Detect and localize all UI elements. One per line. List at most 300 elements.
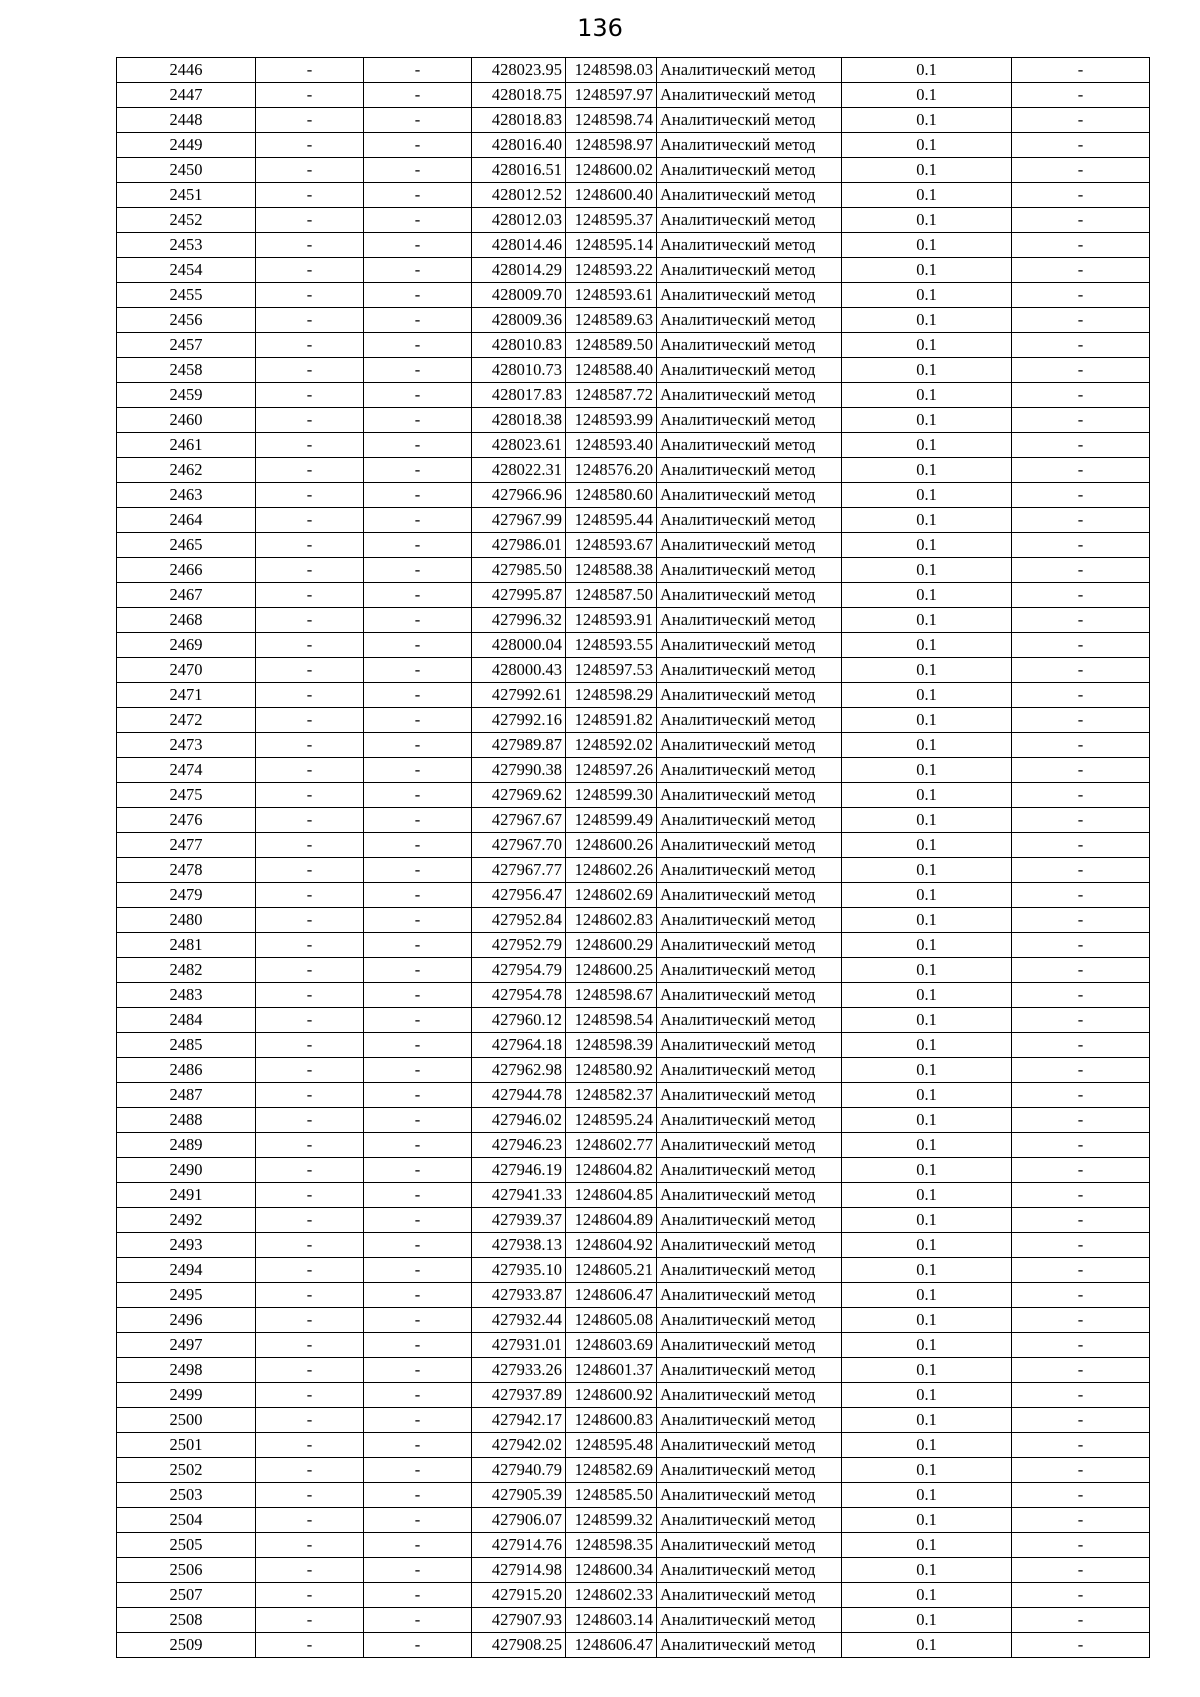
table-row bbox=[117, 1458, 1150, 1483]
empty-value-cell: - bbox=[256, 1558, 364, 1583]
empty-value-cell: - bbox=[1012, 283, 1150, 308]
x-coordinate-cell: 428009.70 bbox=[472, 283, 566, 308]
y-coordinate-cell: 1248593.40 bbox=[566, 433, 657, 458]
y-coordinate-cell: 1248582.37 bbox=[566, 1083, 657, 1108]
empty-value-cell: - bbox=[364, 1283, 472, 1308]
point-number-cell: 2486 bbox=[117, 1058, 256, 1083]
empty-value-cell: - bbox=[1012, 383, 1150, 408]
x-coordinate-cell: 427996.32 bbox=[472, 608, 566, 633]
y-coordinate-cell: 1248592.02 bbox=[566, 733, 657, 758]
x-coordinate-cell: 427986.01 bbox=[472, 533, 566, 558]
empty-value-cell: - bbox=[364, 158, 472, 183]
empty-value-cell: - bbox=[364, 683, 472, 708]
accuracy-cell: 0.1 bbox=[842, 508, 1012, 533]
empty-value-cell: - bbox=[256, 83, 364, 108]
point-number-cell: 2462 bbox=[117, 458, 256, 483]
method-cell: Аналитический метод bbox=[657, 558, 842, 583]
y-coordinate-cell: 1248587.72 bbox=[566, 383, 657, 408]
empty-value-cell: - bbox=[256, 1308, 364, 1333]
y-coordinate-cell: 1248597.26 bbox=[566, 758, 657, 783]
accuracy-cell: 0.1 bbox=[842, 1583, 1012, 1608]
x-coordinate-cell: 427937.89 bbox=[472, 1383, 566, 1408]
x-coordinate-cell: 428012.03 bbox=[472, 208, 566, 233]
empty-value-cell: - bbox=[1012, 1633, 1150, 1658]
method-cell: Аналитический метод bbox=[657, 1383, 842, 1408]
x-coordinate-cell: 427935.10 bbox=[472, 1258, 566, 1283]
empty-value-cell: - bbox=[256, 1583, 364, 1608]
point-number-cell: 2482 bbox=[117, 958, 256, 983]
x-coordinate-cell: 428010.73 bbox=[472, 358, 566, 383]
point-number-cell: 2488 bbox=[117, 1108, 256, 1133]
empty-value-cell: - bbox=[364, 983, 472, 1008]
point-number-cell: 2505 bbox=[117, 1533, 256, 1558]
empty-value-cell: - bbox=[1012, 1358, 1150, 1383]
y-coordinate-cell: 1248598.35 bbox=[566, 1533, 657, 1558]
empty-value-cell: - bbox=[364, 1083, 472, 1108]
point-number-cell: 2457 bbox=[117, 333, 256, 358]
y-coordinate-cell: 1248602.77 bbox=[566, 1133, 657, 1158]
x-coordinate-cell: 428023.61 bbox=[472, 433, 566, 458]
x-coordinate-cell: 427938.13 bbox=[472, 1233, 566, 1258]
empty-value-cell: - bbox=[364, 783, 472, 808]
x-coordinate-cell: 428018.38 bbox=[472, 408, 566, 433]
table-row bbox=[117, 1508, 1150, 1533]
accuracy-cell: 0.1 bbox=[842, 1258, 1012, 1283]
method-cell: Аналитический метод bbox=[657, 1108, 842, 1133]
empty-value-cell: - bbox=[364, 708, 472, 733]
y-coordinate-cell: 1248585.50 bbox=[566, 1483, 657, 1508]
empty-value-cell: - bbox=[364, 633, 472, 658]
accuracy-cell: 0.1 bbox=[842, 408, 1012, 433]
point-number-cell: 2495 bbox=[117, 1283, 256, 1308]
empty-value-cell: - bbox=[1012, 1033, 1150, 1058]
empty-value-cell: - bbox=[256, 1008, 364, 1033]
table-row bbox=[117, 958, 1150, 983]
x-coordinate-cell: 427914.76 bbox=[472, 1533, 566, 1558]
x-coordinate-cell: 427946.19 bbox=[472, 1158, 566, 1183]
method-cell: Аналитический метод bbox=[657, 533, 842, 558]
accuracy-cell: 0.1 bbox=[842, 233, 1012, 258]
empty-value-cell: - bbox=[1012, 1533, 1150, 1558]
empty-value-cell: - bbox=[256, 658, 364, 683]
empty-value-cell: - bbox=[1012, 808, 1150, 833]
empty-value-cell: - bbox=[364, 283, 472, 308]
empty-value-cell: - bbox=[1012, 983, 1150, 1008]
table-row bbox=[117, 508, 1150, 533]
method-cell: Аналитический метод bbox=[657, 1008, 842, 1033]
method-cell: Аналитический метод bbox=[657, 1058, 842, 1083]
point-number-cell: 2503 bbox=[117, 1483, 256, 1508]
x-coordinate-cell: 428023.95 bbox=[472, 58, 566, 83]
empty-value-cell: - bbox=[364, 1533, 472, 1558]
method-cell: Аналитический метод bbox=[657, 158, 842, 183]
table-row bbox=[117, 608, 1150, 633]
table-row bbox=[117, 1433, 1150, 1458]
point-number-cell: 2490 bbox=[117, 1158, 256, 1183]
x-coordinate-cell: 427952.79 bbox=[472, 933, 566, 958]
y-coordinate-cell: 1248595.37 bbox=[566, 208, 657, 233]
y-coordinate-cell: 1248604.85 bbox=[566, 1183, 657, 1208]
point-number-cell: 2449 bbox=[117, 133, 256, 158]
empty-value-cell: - bbox=[364, 583, 472, 608]
accuracy-cell: 0.1 bbox=[842, 133, 1012, 158]
empty-value-cell: - bbox=[256, 1508, 364, 1533]
accuracy-cell: 0.1 bbox=[842, 458, 1012, 483]
empty-value-cell: - bbox=[364, 108, 472, 133]
y-coordinate-cell: 1248605.21 bbox=[566, 1258, 657, 1283]
y-coordinate-cell: 1248600.40 bbox=[566, 183, 657, 208]
empty-value-cell: - bbox=[256, 1058, 364, 1083]
x-coordinate-cell: 427954.78 bbox=[472, 983, 566, 1008]
x-coordinate-cell: 427946.23 bbox=[472, 1133, 566, 1158]
accuracy-cell: 0.1 bbox=[842, 108, 1012, 133]
empty-value-cell: - bbox=[1012, 1583, 1150, 1608]
table-row bbox=[117, 1083, 1150, 1108]
accuracy-cell: 0.1 bbox=[842, 758, 1012, 783]
empty-value-cell: - bbox=[1012, 908, 1150, 933]
point-number-cell: 2475 bbox=[117, 783, 256, 808]
table-row bbox=[117, 1133, 1150, 1158]
x-coordinate-cell: 427969.62 bbox=[472, 783, 566, 808]
accuracy-cell: 0.1 bbox=[842, 1058, 1012, 1083]
table-row bbox=[117, 233, 1150, 258]
method-cell: Аналитический метод bbox=[657, 1333, 842, 1358]
empty-value-cell: - bbox=[1012, 683, 1150, 708]
point-number-cell: 2452 bbox=[117, 208, 256, 233]
empty-value-cell: - bbox=[1012, 658, 1150, 683]
table-row bbox=[117, 1608, 1150, 1633]
point-number-cell: 2508 bbox=[117, 1608, 256, 1633]
method-cell: Аналитический метод bbox=[657, 1408, 842, 1433]
empty-value-cell: - bbox=[256, 208, 364, 233]
empty-value-cell: - bbox=[1012, 358, 1150, 383]
empty-value-cell: - bbox=[364, 1208, 472, 1233]
point-number-cell: 2476 bbox=[117, 808, 256, 833]
method-cell: Аналитический метод bbox=[657, 258, 842, 283]
empty-value-cell: - bbox=[256, 183, 364, 208]
y-coordinate-cell: 1248602.33 bbox=[566, 1583, 657, 1608]
x-coordinate-cell: 427905.39 bbox=[472, 1483, 566, 1508]
method-cell: Аналитический метод bbox=[657, 583, 842, 608]
empty-value-cell: - bbox=[256, 283, 364, 308]
empty-value-cell: - bbox=[364, 1583, 472, 1608]
accuracy-cell: 0.1 bbox=[842, 308, 1012, 333]
table-row bbox=[117, 183, 1150, 208]
method-cell: Аналитический метод bbox=[657, 1358, 842, 1383]
y-coordinate-cell: 1248591.82 bbox=[566, 708, 657, 733]
point-number-cell: 2480 bbox=[117, 908, 256, 933]
empty-value-cell: - bbox=[256, 1283, 364, 1308]
accuracy-cell: 0.1 bbox=[842, 1483, 1012, 1508]
table-row bbox=[117, 283, 1150, 308]
empty-value-cell: - bbox=[364, 58, 472, 83]
empty-value-cell: - bbox=[1012, 83, 1150, 108]
empty-value-cell: - bbox=[364, 233, 472, 258]
accuracy-cell: 0.1 bbox=[842, 1008, 1012, 1033]
empty-value-cell: - bbox=[364, 1608, 472, 1633]
empty-value-cell: - bbox=[1012, 58, 1150, 83]
empty-value-cell: - bbox=[256, 733, 364, 758]
empty-value-cell: - bbox=[256, 1608, 364, 1633]
table-row bbox=[117, 933, 1150, 958]
y-coordinate-cell: 1248593.22 bbox=[566, 258, 657, 283]
table-row bbox=[117, 1483, 1150, 1508]
empty-value-cell: - bbox=[364, 333, 472, 358]
empty-value-cell: - bbox=[256, 1258, 364, 1283]
x-coordinate-cell: 427944.78 bbox=[472, 1083, 566, 1108]
empty-value-cell: - bbox=[364, 758, 472, 783]
accuracy-cell: 0.1 bbox=[842, 783, 1012, 808]
method-cell: Аналитический метод bbox=[657, 1583, 842, 1608]
point-number-cell: 2465 bbox=[117, 533, 256, 558]
table-row bbox=[117, 1633, 1150, 1658]
empty-value-cell: - bbox=[364, 808, 472, 833]
point-number-cell: 2498 bbox=[117, 1358, 256, 1383]
method-cell: Аналитический метод bbox=[657, 883, 842, 908]
accuracy-cell: 0.1 bbox=[842, 1283, 1012, 1308]
x-coordinate-cell: 427967.70 bbox=[472, 833, 566, 858]
empty-value-cell: - bbox=[364, 1358, 472, 1383]
accuracy-cell: 0.1 bbox=[842, 1233, 1012, 1258]
empty-value-cell: - bbox=[1012, 1433, 1150, 1458]
empty-value-cell: - bbox=[364, 1483, 472, 1508]
method-cell: Аналитический метод bbox=[657, 958, 842, 983]
table-row bbox=[117, 383, 1150, 408]
accuracy-cell: 0.1 bbox=[842, 1333, 1012, 1358]
empty-value-cell: - bbox=[256, 583, 364, 608]
y-coordinate-cell: 1248605.08 bbox=[566, 1308, 657, 1333]
y-coordinate-cell: 1248595.24 bbox=[566, 1108, 657, 1133]
x-coordinate-cell: 428016.40 bbox=[472, 133, 566, 158]
empty-value-cell: - bbox=[256, 633, 364, 658]
y-coordinate-cell: 1248606.47 bbox=[566, 1633, 657, 1658]
y-coordinate-cell: 1248598.39 bbox=[566, 1033, 657, 1058]
x-coordinate-cell: 427946.02 bbox=[472, 1108, 566, 1133]
method-cell: Аналитический метод bbox=[657, 858, 842, 883]
accuracy-cell: 0.1 bbox=[842, 433, 1012, 458]
empty-value-cell: - bbox=[1012, 583, 1150, 608]
method-cell: Аналитический метод bbox=[657, 458, 842, 483]
empty-value-cell: - bbox=[256, 258, 364, 283]
empty-value-cell: - bbox=[364, 458, 472, 483]
empty-value-cell: - bbox=[1012, 108, 1150, 133]
empty-value-cell: - bbox=[1012, 1258, 1150, 1283]
table-row bbox=[117, 558, 1150, 583]
x-coordinate-cell: 427967.67 bbox=[472, 808, 566, 833]
accuracy-cell: 0.1 bbox=[842, 933, 1012, 958]
empty-value-cell: - bbox=[364, 133, 472, 158]
table-row bbox=[117, 758, 1150, 783]
point-number-cell: 2446 bbox=[117, 58, 256, 83]
point-number-cell: 2478 bbox=[117, 858, 256, 883]
accuracy-cell: 0.1 bbox=[842, 658, 1012, 683]
method-cell: Аналитический метод bbox=[657, 1508, 842, 1533]
empty-value-cell: - bbox=[1012, 1208, 1150, 1233]
x-coordinate-cell: 427906.07 bbox=[472, 1508, 566, 1533]
x-coordinate-cell: 427931.01 bbox=[472, 1333, 566, 1358]
empty-value-cell: - bbox=[364, 358, 472, 383]
y-coordinate-cell: 1248598.29 bbox=[566, 683, 657, 708]
empty-value-cell: - bbox=[364, 833, 472, 858]
y-coordinate-cell: 1248603.14 bbox=[566, 1608, 657, 1633]
y-coordinate-cell: 1248598.74 bbox=[566, 108, 657, 133]
x-coordinate-cell: 428018.75 bbox=[472, 83, 566, 108]
y-coordinate-cell: 1248604.92 bbox=[566, 1233, 657, 1258]
empty-value-cell: - bbox=[1012, 1183, 1150, 1208]
point-number-cell: 2450 bbox=[117, 158, 256, 183]
empty-value-cell: - bbox=[256, 558, 364, 583]
accuracy-cell: 0.1 bbox=[842, 1183, 1012, 1208]
table-row bbox=[117, 533, 1150, 558]
method-cell: Аналитический метод bbox=[657, 808, 842, 833]
y-coordinate-cell: 1248598.67 bbox=[566, 983, 657, 1008]
y-coordinate-cell: 1248589.63 bbox=[566, 308, 657, 333]
y-coordinate-cell: 1248580.92 bbox=[566, 1058, 657, 1083]
empty-value-cell: - bbox=[256, 1533, 364, 1558]
point-number-cell: 2501 bbox=[117, 1433, 256, 1458]
empty-value-cell: - bbox=[1012, 483, 1150, 508]
empty-value-cell: - bbox=[364, 1158, 472, 1183]
x-coordinate-cell: 427954.79 bbox=[472, 958, 566, 983]
method-cell: Аналитический метод bbox=[657, 108, 842, 133]
method-cell: Аналитический метод bbox=[657, 83, 842, 108]
empty-value-cell: - bbox=[1012, 158, 1150, 183]
method-cell: Аналитический метод bbox=[657, 608, 842, 633]
table-row bbox=[117, 908, 1150, 933]
x-coordinate-cell: 427966.96 bbox=[472, 483, 566, 508]
x-coordinate-cell: 427915.20 bbox=[472, 1583, 566, 1608]
table-row bbox=[117, 358, 1150, 383]
empty-value-cell: - bbox=[256, 933, 364, 958]
empty-value-cell: - bbox=[364, 1258, 472, 1283]
x-coordinate-cell: 427942.02 bbox=[472, 1433, 566, 1458]
y-coordinate-cell: 1248606.47 bbox=[566, 1283, 657, 1308]
empty-value-cell: - bbox=[1012, 208, 1150, 233]
x-coordinate-cell: 427933.26 bbox=[472, 1358, 566, 1383]
empty-value-cell: - bbox=[256, 1383, 364, 1408]
accuracy-cell: 0.1 bbox=[842, 708, 1012, 733]
empty-value-cell: - bbox=[364, 1433, 472, 1458]
accuracy-cell: 0.1 bbox=[842, 1383, 1012, 1408]
empty-value-cell: - bbox=[364, 1308, 472, 1333]
point-number-cell: 2499 bbox=[117, 1383, 256, 1408]
y-coordinate-cell: 1248589.50 bbox=[566, 333, 657, 358]
empty-value-cell: - bbox=[256, 1458, 364, 1483]
method-cell: Аналитический метод bbox=[657, 708, 842, 733]
empty-value-cell: - bbox=[1012, 1558, 1150, 1583]
accuracy-cell: 0.1 bbox=[842, 833, 1012, 858]
y-coordinate-cell: 1248598.03 bbox=[566, 58, 657, 83]
table-row bbox=[117, 883, 1150, 908]
x-coordinate-cell: 428000.43 bbox=[472, 658, 566, 683]
empty-value-cell: - bbox=[364, 1058, 472, 1083]
method-cell: Аналитический метод bbox=[657, 1133, 842, 1158]
accuracy-cell: 0.1 bbox=[842, 1458, 1012, 1483]
empty-value-cell: - bbox=[364, 408, 472, 433]
accuracy-cell: 0.1 bbox=[842, 808, 1012, 833]
accuracy-cell: 0.1 bbox=[842, 1608, 1012, 1633]
empty-value-cell: - bbox=[364, 1183, 472, 1208]
empty-value-cell: - bbox=[1012, 1133, 1150, 1158]
table-row bbox=[117, 1408, 1150, 1433]
empty-value-cell: - bbox=[1012, 458, 1150, 483]
x-coordinate-cell: 427933.87 bbox=[472, 1283, 566, 1308]
accuracy-cell: 0.1 bbox=[842, 1083, 1012, 1108]
accuracy-cell: 0.1 bbox=[842, 358, 1012, 383]
empty-value-cell: - bbox=[256, 408, 364, 433]
empty-value-cell: - bbox=[1012, 1483, 1150, 1508]
y-coordinate-cell: 1248600.26 bbox=[566, 833, 657, 858]
y-coordinate-cell: 1248600.25 bbox=[566, 958, 657, 983]
method-cell: Аналитический метод bbox=[657, 1633, 842, 1658]
method-cell: Аналитический метод bbox=[657, 1158, 842, 1183]
point-number-cell: 2454 bbox=[117, 258, 256, 283]
y-coordinate-cell: 1248599.30 bbox=[566, 783, 657, 808]
table-row bbox=[117, 1558, 1150, 1583]
table-row bbox=[117, 83, 1150, 108]
empty-value-cell: - bbox=[1012, 1158, 1150, 1183]
empty-value-cell: - bbox=[1012, 1508, 1150, 1533]
y-coordinate-cell: 1248597.97 bbox=[566, 83, 657, 108]
empty-value-cell: - bbox=[364, 1408, 472, 1433]
empty-value-cell: - bbox=[1012, 333, 1150, 358]
x-coordinate-cell: 427985.50 bbox=[472, 558, 566, 583]
method-cell: Аналитический метод bbox=[657, 908, 842, 933]
empty-value-cell: - bbox=[256, 833, 364, 858]
accuracy-cell: 0.1 bbox=[842, 383, 1012, 408]
empty-value-cell: - bbox=[1012, 758, 1150, 783]
empty-value-cell: - bbox=[364, 258, 472, 283]
y-coordinate-cell: 1248595.44 bbox=[566, 508, 657, 533]
x-coordinate-cell: 427967.99 bbox=[472, 508, 566, 533]
empty-value-cell: - bbox=[1012, 408, 1150, 433]
y-coordinate-cell: 1248602.26 bbox=[566, 858, 657, 883]
empty-value-cell: - bbox=[256, 783, 364, 808]
empty-value-cell: - bbox=[364, 508, 472, 533]
empty-value-cell: - bbox=[256, 1408, 364, 1433]
table-row bbox=[117, 458, 1150, 483]
empty-value-cell: - bbox=[256, 158, 364, 183]
point-number-cell: 2455 bbox=[117, 283, 256, 308]
empty-value-cell: - bbox=[1012, 833, 1150, 858]
point-number-cell: 2496 bbox=[117, 1308, 256, 1333]
x-coordinate-cell: 428022.31 bbox=[472, 458, 566, 483]
point-number-cell: 2484 bbox=[117, 1008, 256, 1033]
accuracy-cell: 0.1 bbox=[842, 908, 1012, 933]
y-coordinate-cell: 1248602.83 bbox=[566, 908, 657, 933]
accuracy-cell: 0.1 bbox=[842, 983, 1012, 1008]
method-cell: Аналитический метод bbox=[657, 308, 842, 333]
point-number-cell: 2500 bbox=[117, 1408, 256, 1433]
empty-value-cell: - bbox=[256, 808, 364, 833]
point-number-cell: 2481 bbox=[117, 933, 256, 958]
point-number-cell: 2468 bbox=[117, 608, 256, 633]
empty-value-cell: - bbox=[256, 1633, 364, 1658]
method-cell: Аналитический метод bbox=[657, 333, 842, 358]
point-number-cell: 2461 bbox=[117, 433, 256, 458]
empty-value-cell: - bbox=[364, 383, 472, 408]
table-row bbox=[117, 158, 1150, 183]
table-row bbox=[117, 783, 1150, 808]
empty-value-cell: - bbox=[1012, 1608, 1150, 1633]
empty-value-cell: - bbox=[1012, 1308, 1150, 1333]
table-row bbox=[117, 1308, 1150, 1333]
table-row bbox=[117, 1158, 1150, 1183]
table-row bbox=[117, 258, 1150, 283]
y-coordinate-cell: 1248587.50 bbox=[566, 583, 657, 608]
empty-value-cell: - bbox=[256, 358, 364, 383]
accuracy-cell: 0.1 bbox=[842, 883, 1012, 908]
